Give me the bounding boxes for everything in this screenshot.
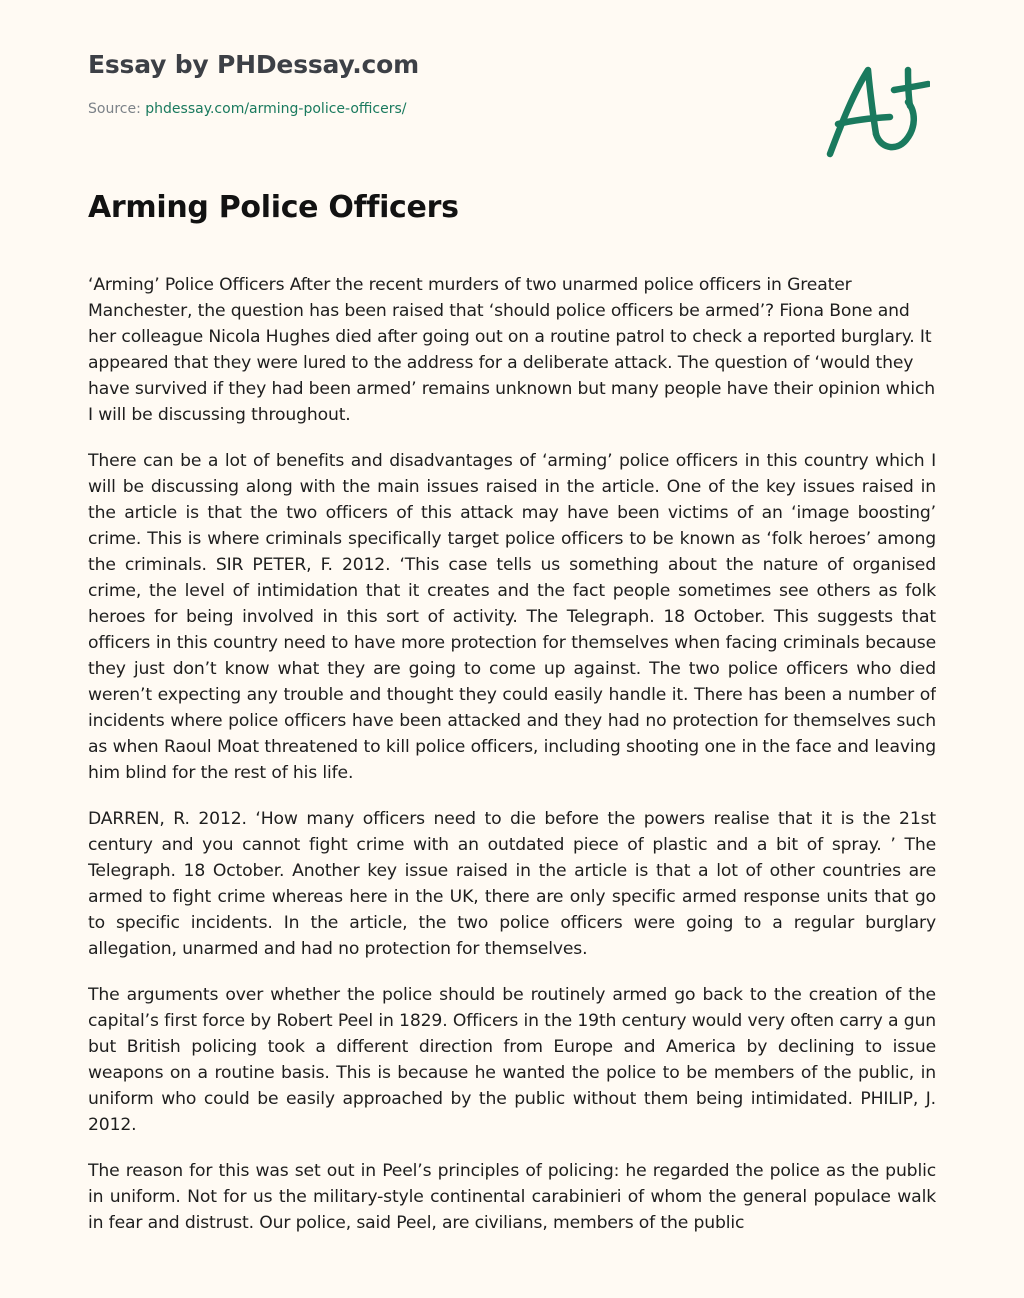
source-label: Source: <box>88 101 146 117</box>
source-line <box>88 101 407 117</box>
paragraph-3: DARREN, R. 2012. ‘How many officers need to die before the powers realise that it is the 21st century and you cannot fight crime with an outdated piece of plastic and a bit of spray. ’ The Telegraph. 18 October. Another key issue raised in the article is that a lot of other countries are armed to fight crime whereas here in the UK, there are only specific armed response units that go to specific incidents. In the article, the two police officers were going to a regular burglary allegation, unarmed and had no protection for themselves. <box>88 809 936 959</box>
paragraph-1: ‘Arming’ Police Officers After the recent murders of two unarmed police officers in Greater Manchester, the question has been raised that ‘should police officers be armed’? Fiona Bone and her colleague Nicola Hughes died after going out on a routine patrol to check a reported burglary. It appeared that they were lured to the address for a deliberate attack. The question of ‘would they have survived if they had been armed’ remains unknown but many people have their opinion which I will be discussing throughout. <box>88 275 935 425</box>
a-plus-grade-icon <box>824 62 930 162</box>
paragraph-5: The reason for this was set out in Peel’s principles of policing: he regarded the police as the public in uniform. Not for us the military-style continental carabinieri of whom the general populace walk in fear and distrust. Our police, said Peel, are civilians, members of the public <box>88 1161 936 1233</box>
page-title: Arming Police Officers <box>88 190 459 225</box>
site-brand: Essay by PHDessay.com <box>88 50 419 79</box>
essay-body <box>88 272 936 1247</box>
paragraph-4: The arguments over whether the police should be routinely armed go back to the creation of the capital’s first force by Robert Peel in 1829. Officers in the 19th century would very often carry a gun but British policing took a different direction from Europe and America by declining to issue weapons on a routine basis. This is because he wanted the police to be members of the public, in uniform who could be easily approached by the public without them being intimidated. PHILIP, J. 2012. <box>88 985 936 1135</box>
source-link[interactable]: phdessay.com/arming-police-officers/ <box>145 101 407 117</box>
paragraph-2: There can be a lot of benefits and disadvantages of ‘arming’ police officers in this country which I will be discussing along with the main issues raised in the article. One of the key issues raised in the article is that the two officers of this attack may have been victims of an ‘image boosting’ crime. This is where criminals specifically target police officers to be known as ‘folk heroes’ among the criminals. SIR PETER, F. 2012. ‘This case tells us something about the nature of organised crime, the level of intimidation that it creates and the fact people sometimes see others as folk heroes for being involved in this sort of activity. The Telegraph. 18 October. This suggests that officers in this country need to have more protection for themselves when facing criminals because they just don’t know what they are going to come up against. The two police officers who died weren’t expecting any trouble and thought they could easily handle it. There has been a number of incidents where police officers have been attacked and they had no protection for themselves such as when Raoul Moat threatened to kill police officers, including shooting one in the face and leaving him blind for the rest of his life. <box>88 451 936 783</box>
